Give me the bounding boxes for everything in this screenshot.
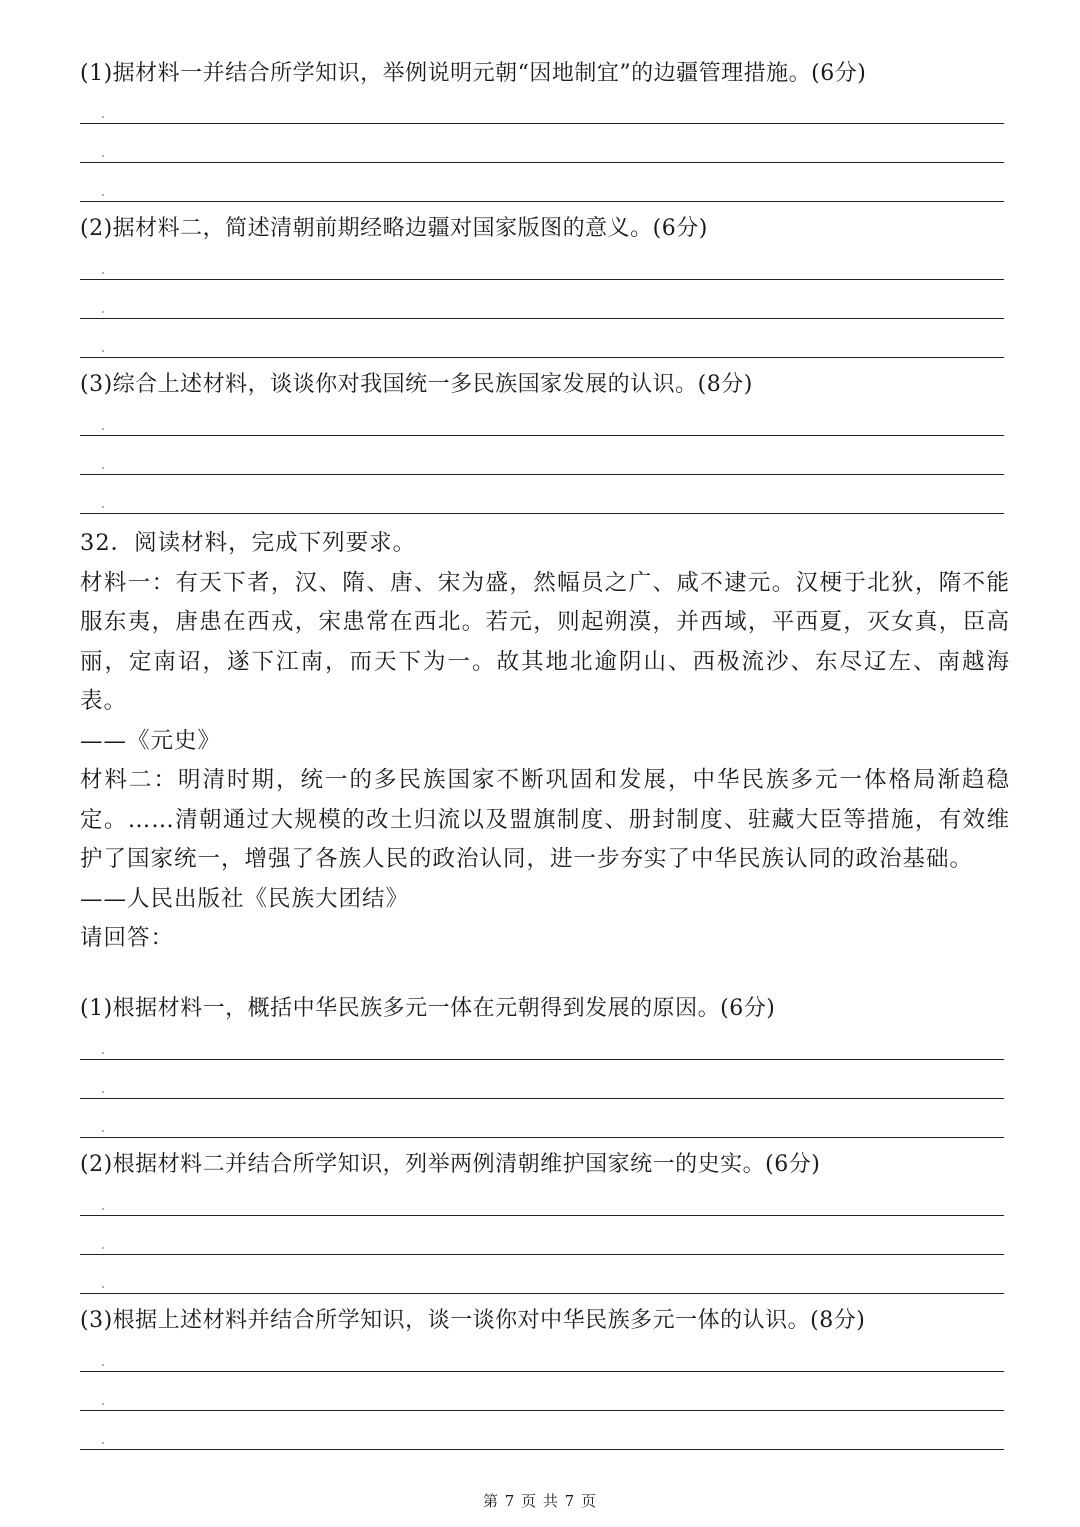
answer-line [80,1293,1004,1294]
answer-line [80,1371,1004,1372]
answer-line [80,1410,1004,1411]
line-mark [102,272,104,274]
answer-line [80,1449,1004,1450]
question-32-heading: 32．阅读材料，完成下列要求。 [80,530,417,556]
material-one-source: ——《元史》 [80,727,222,754]
line-mark [102,311,104,313]
material-two: 材料二：明清时期，统一的多民族国家不断巩固和发展，中华民族多元一体格局渐趋稳定。……清朝通过大规模的改土归流以及盟旗制度、册封制度、驻藏大臣等措施，有效维护了国家统一，增强了各族人民的政治认同，进一步夯实了中华民族认同的政治基础。 [80,767,1010,872]
answer-line [80,513,1004,514]
line-mark [102,467,104,469]
line-mark [102,1286,104,1288]
answer-line [80,1254,1004,1255]
answer-line [80,1098,1004,1099]
answer-line [80,162,1004,163]
answer-line [80,435,1004,436]
line-mark [102,1364,104,1366]
question-32-3: (3)根据上述材料并结合所学知识，谈一谈你对中华民族多元一体的认识。(8分) [80,1308,866,1333]
line-mark [102,428,104,430]
line-mark [102,1403,104,1405]
answer-prompt: 请回答： [80,925,175,951]
material-one: 材料一：有天下者，汉、隋、唐、宋为盛，然幅员之广、咸不逮元。汉梗于北狄，隋不能服东夷，唐患在西戎，宋患常在西北。若元，则起朔漠，并西域，平西夏，灭女真，臣高丽，定南诏，遂下江南，而天下为一。故其地北逾阴山、西极流沙、东尽辽左、南越海表。 [80,569,1010,714]
question-31-2: (2)据材料二，简述清朝前期经略边疆对国家版图的意义。(6分) [80,216,708,241]
line-mark [102,194,104,196]
line-mark [102,1130,104,1132]
question-32-2: (2)根据材料二并结合所学知识，列举两例清朝维护国家统一的史实。(6分) [80,1152,821,1177]
line-mark [102,116,104,118]
line-mark [102,1442,104,1444]
line-mark [102,1247,104,1249]
answer-line [80,357,1004,358]
answer-line [80,123,1004,124]
line-mark [102,1052,104,1054]
answer-line [80,474,1004,475]
answer-line [80,1059,1004,1060]
line-mark [102,1208,104,1210]
question-32-material [80,524,1010,959]
question-31-3: (3)综合上述材料，谈谈你对我国统一多民族国家发展的认识。(8分) [80,372,753,397]
answer-line [80,318,1004,319]
question-31-1: (1)据材料一并结合所学知识，举例说明元朝“因地制宜”的边疆管理措施。(6分) [80,61,867,86]
question-32-1: (1)根据材料一，概括中华民族多元一体在元朝得到发展的原因。(6分) [80,996,776,1021]
answer-line [80,279,1004,280]
material-two-source: ——人民出版社《民族大团结》 [80,885,410,912]
answer-line [80,1215,1004,1216]
line-mark [102,1091,104,1093]
line-mark [102,350,104,352]
line-mark [102,506,104,508]
answer-line [80,1137,1004,1138]
line-mark [102,155,104,157]
answer-line [80,201,1004,202]
page-footer: 第 7 页 共 7 页 [483,1492,597,1510]
